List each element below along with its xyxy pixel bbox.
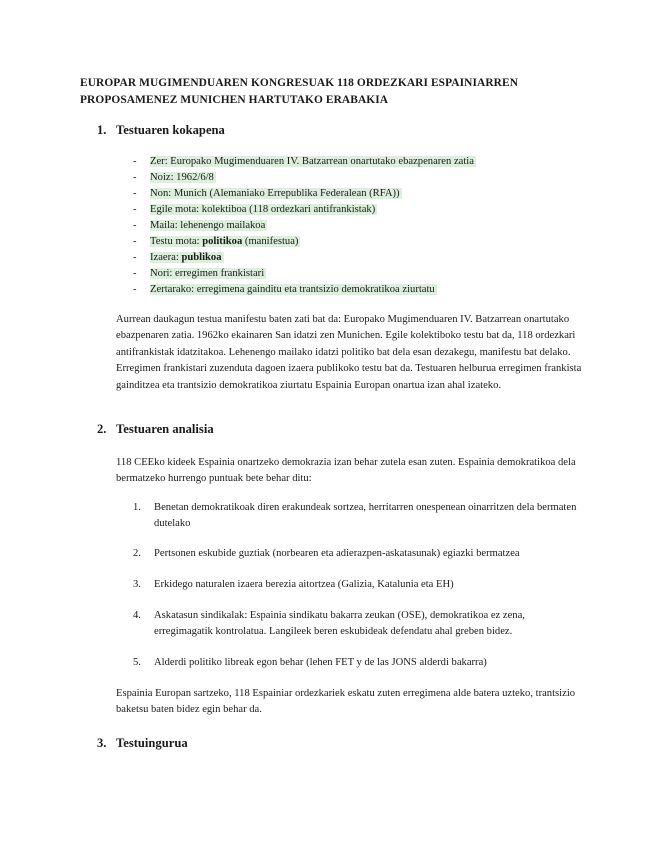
list-item: - Izaera: publikoa <box>133 252 222 263</box>
context-list <box>133 154 476 298</box>
document-title: EUROPAR MUGIMENDUAREN KONGRESUAK 118 ORDEZKARI ESPAINIARREN PROPOSAMENEZ MUNICHEN HARTUTAKO ERABAKIA <box>80 77 519 106</box>
list-item: - Non: Munich (Alemaniako Errepublika Federalean (RFA)) <box>133 188 400 199</box>
section-1-heading <box>97 123 225 138</box>
list-item: - Egile mota: kolektiboa (118 ordezkari antifrankistak) <box>133 204 376 215</box>
list-item: - Maila: lehenengo mailakoa <box>133 220 266 231</box>
list-item: - Testu mota: politikoa (manifestua) <box>133 236 299 247</box>
list-item: - Zer: Europako Mugimenduaren IV. Batzarrean onartutako ebazpenaren zatia <box>133 156 474 167</box>
list-item: - Nori: erregimen frankistari <box>133 268 265 279</box>
list-item: 1. Benetan demokratikoak diren erakundeak sortzea, herritarren onespenean oinarritzen dela bermaten dutelako <box>133 502 577 529</box>
section-3-title: Testuingurua <box>116 736 188 750</box>
list-item: - Noiz: 1962/6/8 <box>133 172 214 183</box>
section-3-heading <box>97 736 188 751</box>
section-2-title: Testuaren analisia <box>116 422 214 436</box>
section-2-number: 2. <box>97 422 107 436</box>
section-2-closing: Espainia Europan sartzeko, 118 Espainiar ordezkariek eskatu zuten erregimena alde batera uzteko, trantsizio baketsu baten bidez egin behar da. <box>116 688 576 716</box>
list-item: - Zertarako: erregimena gainditu eta trantsizio demokratikoa ziurtatu <box>133 284 435 295</box>
section-1-number: 1. <box>97 123 107 137</box>
list-item: 4. Askatasun sindikalak: Espainia sindikatu bakarra zeukan (OSE), demokratikoa ez zena, erregimagatik kontrolatua. Langileek beren eskubideak defendatu ahal greben bidez. <box>133 610 525 637</box>
list-item: 2. Pertsonen eskubide guztiak (norbearen eta adierazpen-askatasunak) egiazki bermatzea <box>133 548 520 559</box>
list-item: 3. Erkidego naturalen izaera berezia aitortzea (Galizia, Katalunia eta EH) <box>133 579 454 590</box>
section-2-intro: 118 CEEko kideek Espainia onartzeko demokrazia izan behar zutela esan zuten. Espainia demokratikoa dela bermatzeko hurrengo puntuak bete behar ditu: <box>116 457 576 485</box>
section-1-paragraph: Aurrean daukagun testua manifestu baten zati bat da: Europako Mugimenduaren IV. Batzarrean onartutako ebazpenaren zatia. 1962ko ekainaren San idatzi zen Munichen. Egile kolektiboko testu bat da, 118 ordezkari antifrankistak idatzitakoa. Lehenengo mailako idatzi politiko bat dela esan dezakegu, manifestu bat delako. Erregimen frankistari zuzenduta dagoen izaera publikoko testu bat da. Testuaren helburua erregimen frankista gainditzea eta trantsizio demokratikoa ziurtatu Espainia Europan onartua izan ahal izateko. <box>116 314 582 391</box>
section-3-number: 3. <box>97 736 107 750</box>
section-2-heading <box>97 422 214 437</box>
section-1-title: Testuaren kokapena <box>116 123 225 137</box>
list-item: 5. Alderdi politiko libreak egon behar (lehen FET y de las JONS alderdi bakarra) <box>133 657 487 668</box>
